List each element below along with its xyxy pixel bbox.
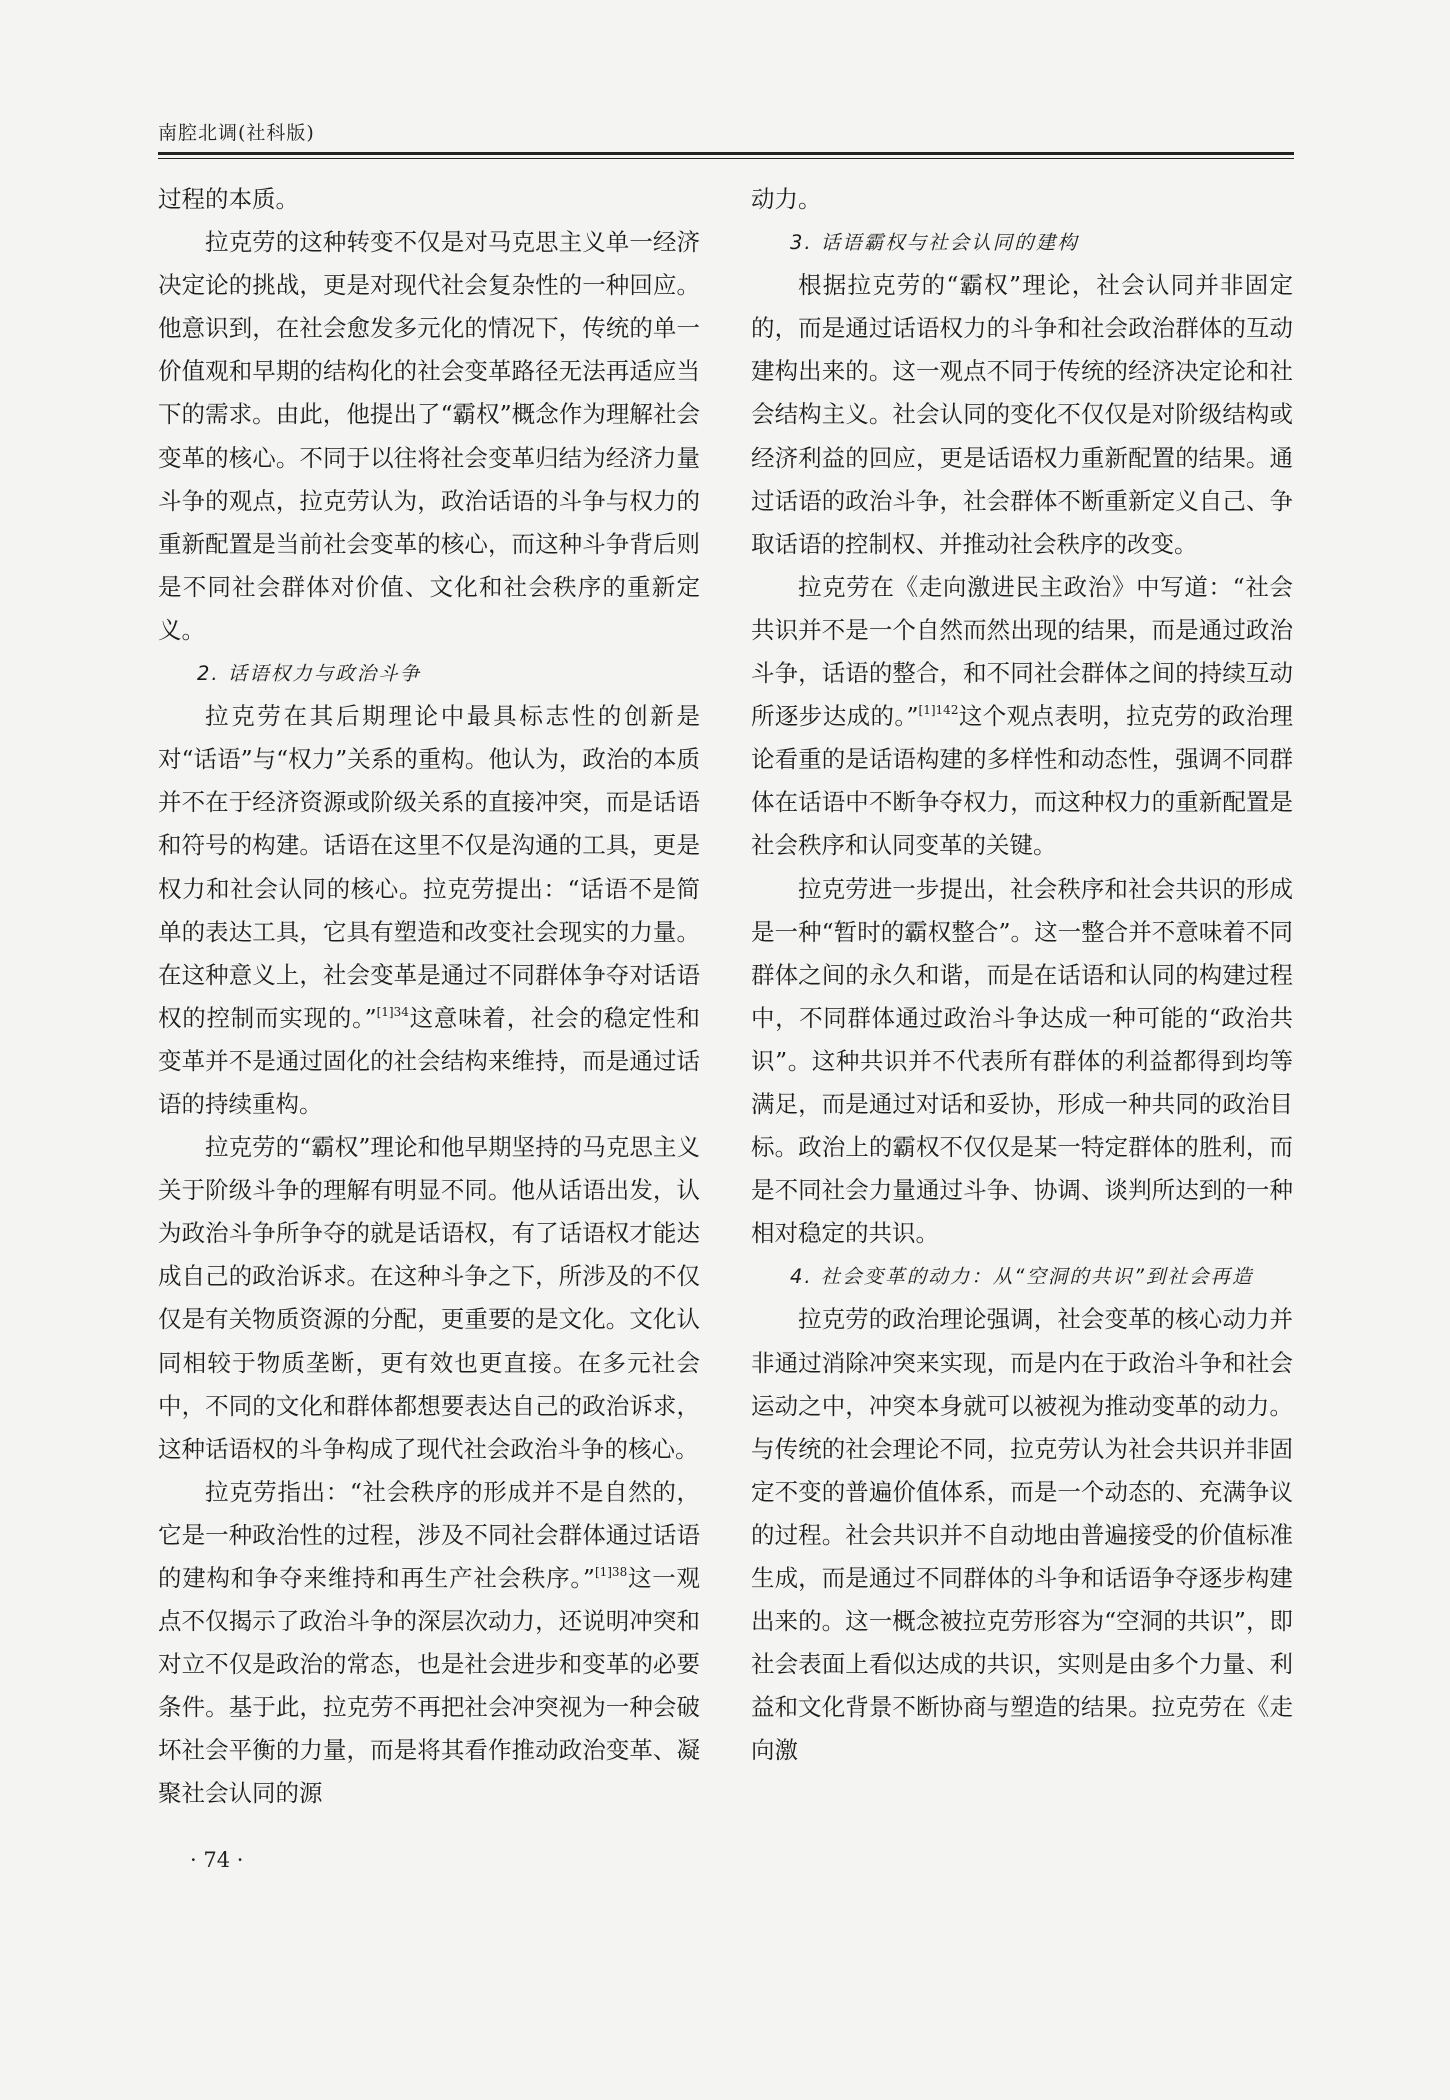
paragraph (751, 178, 1293, 221)
paragraph-text-continued: 这一观点不仅揭示了政治斗争的深层次动力，还说明冲突和对立不仅是政治的常态，也是社会进步和变革的必要条件。基于此，拉克劳不再把社会冲突视为一种会破坏社会平衡的力量，而是将其看作推动政治变革、凝聚社会认同的源 (158, 1564, 700, 1808)
paragraph-text-continued: 这个观点表明，拉克劳的政治理论看重的是话语构建的多样性和动态性，强调不同群体在话语中不断争夺权力，而这种权力的重新配置是社会秩序和认同变革的关键。 (751, 702, 1294, 860)
paragraph (158, 221, 700, 652)
paragraph-text: 拉克劳指出：“社会秩序的形成并不是自然的，它是一种政治性的过程，涉及不同社会群体通过话语的建构和争夺来维持和再生产社会秩序。” (158, 1477, 700, 1592)
paragraph-text-continued: 这意味着，社会的稳定性和变革并不是通过固化的社会结构来维持，而是通过话语的持续重构。 (158, 1003, 701, 1118)
paragraph-text: 动力。 (751, 185, 822, 213)
citation-marker: [1]34 (376, 1004, 409, 1019)
section-heading (751, 221, 1293, 264)
paragraph-text: 拉克劳的政治理论强调，社会变革的核心动力并非通过消除冲突来实现，而是内在于政治斗争和社会运动之中，冲突本身就可以被视为推动变革的动力。与传统的社会理论不同，拉克劳认为社会共识并非固定不变的普遍价值体系，而是一个动态的、充满争议的过程。社会共识并不自动地由普遍接受的价值标准生成，而是通过不同群体的斗争和话语争夺逐步构建出来的。这一概念被拉克劳形容为“空洞的共识”，即社会表面上看似达成的共识，实则是由多个力量、利益和文化背景不断协商与塑造的结果。拉克劳在《走向激 (751, 1305, 1293, 1765)
running-head: 南腔北调(社科版) (158, 122, 315, 144)
citation-marker: [1]38 (594, 1565, 628, 1579)
paragraph-text: 4. 社会变革的动力：从“空洞的共识”到社会再造 (790, 1265, 1254, 1289)
page-number: · 74 · (190, 1848, 244, 1872)
paragraph-text: 拉克劳在其后期理论中最具标志性的创新是对“话语”与“权力”关系的重构。他认为，政治的本质并不在于经济资源或阶级关系的直接冲突，而是话语和符号的构建。话语在这里不仅是沟通的工具，更是权力和社会认同的核心。拉克劳提出：“话语不是简单的表达工具，它具有塑造和改变社会现实的力量。在这种意义上，社会变革是通过不同群体争夺对话语权的控制而实现的。” (158, 702, 700, 1032)
paragraph-text: 拉克劳在《走向激进民主政治》中写道：“社会共识并不是一个自然而然出现的结果，而是通过政治斗争，话语的整合，和不同社会群体之间的持续互动所逐步达成的。” (751, 572, 1293, 731)
section-heading (158, 652, 700, 695)
paragraph-text: 过程的本质。 (158, 185, 299, 213)
paragraph (751, 264, 1293, 566)
paragraph-text: 3. 话语霸权与社会认同的建构 (790, 231, 1079, 255)
paragraph-text: 拉克劳进一步提出，社会秩序和社会共识的形成是一种“暂时的霸权整合”。这一整合并不意味着不同群体之间的永久和谐，而是在话语和认同的构建过程中，不同群体通过政治斗争达成一种可能的“政治共识”。这种共识并不代表所有群体的利益都得到均等满足，而是通过对话和妥协，形成一种共同的政治目标。政治上的霸权不仅仅是某一特定群体的胜利，而是不同社会力量通过斗争、协调、谈判所达到的一种相对稳定的共识。 (751, 874, 1293, 1248)
paragraph-text: 2. 话语权力与政治斗争 (197, 662, 422, 686)
paragraph-text: 拉克劳的“霸权”理论和他早期坚持的马克思主义关于阶级斗争的理解有明显不同。他从话语出发，认为政治斗争所争夺的就是话语权，有了话语权才能达成自己的政治诉求。在这种斗争之下，所涉及的不仅仅是有关物质资源的分配，更重要的是文化。文化认同相较于物质垄断，更有效也更直接。在多元社会中，不同的文化和群体都想要表达自己的政治诉求，这种话语权的斗争构成了现代社会政治斗争的核心。 (158, 1133, 700, 1463)
paragraph (158, 1126, 700, 1471)
header-rule-thick (158, 152, 1294, 155)
paragraph (158, 695, 700, 1126)
paragraph-text: 根据拉克劳的“霸权”理论，社会认同并非固定的，而是通过话语权力的斗争和社会政治群体的互动建构出来的。这一观点不同于传统的经济决定论和社会结构主义。社会认同的变化不仅仅是对阶级结构或经济利益的回应，更是话语权力重新配置的结果。通过话语的政治斗争，社会群体不断重新定义自己、争取话语的控制权、并推动社会秩序的改变。 (751, 271, 1293, 558)
paragraph (158, 1471, 700, 1816)
left-column (158, 178, 700, 1816)
paragraph (751, 566, 1293, 868)
citation-marker: [1]142 (918, 703, 959, 718)
section-heading (751, 1255, 1293, 1298)
header-rule-thin (158, 158, 1294, 159)
paragraph-text: 拉克劳的这种转变不仅是对马克思主义单一经济决定论的挑战，更是对现代社会复杂性的一种回应。他意识到，在社会愈发多元化的情况下，传统的单一价值观和早期的结构化的社会变革路径无法再适应当下的需求。由此，他提出了“霸权”概念作为理解社会变革的核心。不同于以往将社会变革归结为经济力量斗争的观点，拉克劳认为，政治话语的斗争与权力的重新配置是当前社会变革的核心，而这种斗争背后则是不同社会群体对价值、文化和社会秩序的重新定义。 (158, 228, 700, 644)
paragraph (158, 178, 700, 221)
right-column (751, 178, 1293, 1772)
paragraph (751, 1298, 1293, 1772)
paragraph (751, 868, 1293, 1256)
